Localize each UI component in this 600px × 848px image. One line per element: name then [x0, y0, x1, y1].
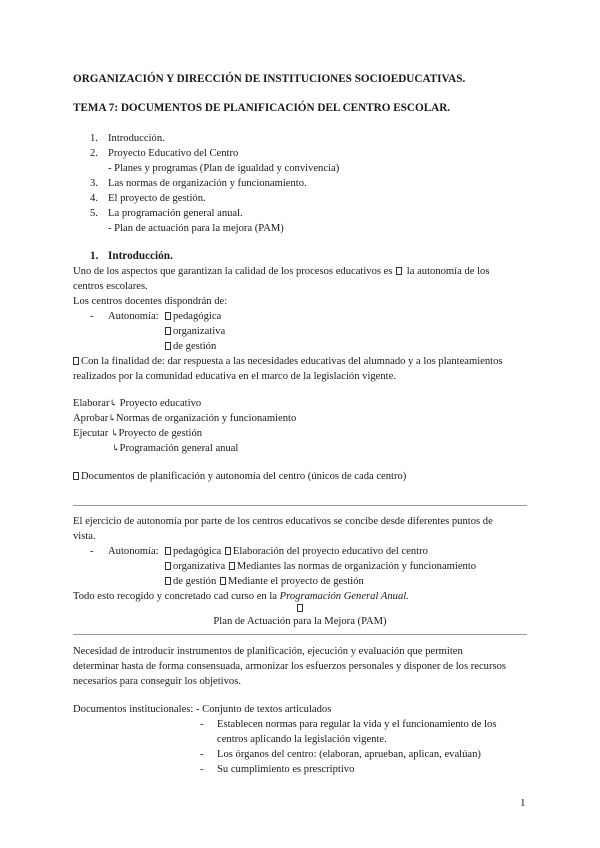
arrow-icon	[165, 562, 171, 570]
arrow-icon	[229, 562, 235, 570]
action-row: Ejecutar ↳Proyecto de gestión	[73, 428, 203, 439]
down-arrow-icon	[297, 604, 303, 612]
toc-item: La programación general anual.	[108, 208, 243, 219]
bullet-dash: -	[200, 719, 204, 730]
bullet-text: Establecen normas para regular la vida y el funcionamiento de los	[217, 719, 497, 730]
divider	[73, 505, 527, 506]
arrow-icon	[165, 577, 171, 585]
arrow-icon	[220, 577, 226, 585]
toc-subitem: - Plan de actuación para la mejora (PAM)	[108, 223, 284, 234]
divider	[73, 634, 527, 635]
paragraph-line: El ejercicio de autonomía por parte de los centros educativos se concibe desde diferentes puntos de	[73, 516, 493, 527]
paragraph-line: Uno de los aspectos que garantizan la calidad de los procesos educativos es la autonomía de los	[73, 266, 490, 277]
hook-arrow-icon: ↳	[108, 413, 116, 423]
arrow-icon	[165, 327, 171, 335]
action-row: ↳Programación general anual	[112, 443, 239, 454]
docs-label: Documentos institucionales: - Conjunto de textos articulados	[73, 704, 332, 715]
topic-title: TEMA 7: DOCUMENTOS DE PLANIFICACIÓN DEL CENTRO ESCOLAR.	[73, 102, 451, 114]
toc-num: 1.	[90, 133, 98, 144]
paragraph-line: determinar hasta de forma consensuada, armonizar los esfuerzos personales y disponer de los recursos	[73, 661, 507, 672]
bullet-dash: -	[200, 749, 204, 760]
bullet-dash: -	[90, 311, 94, 322]
bullet-text: Los órganos del centro: (elaboran, aprueban, aplican, evalúan)	[217, 749, 481, 760]
arrow-icon	[73, 357, 79, 365]
action-row: Aprobar↳Normas de organización y funcionamiento	[73, 413, 297, 424]
toc-num: 4.	[90, 193, 98, 204]
paragraph-line: Los centros docentes dispondrán de:	[73, 296, 228, 307]
paragraph-line: vista.	[73, 531, 96, 542]
arrow-icon	[165, 547, 171, 555]
toc-item: El proyecto de gestión.	[108, 193, 206, 204]
paragraph-line: Necesidad de introducir instrumentos de planificación, ejecución y evaluación que permiten	[73, 646, 463, 657]
summary-line: Todo esto recogido y concretado cad curso en la Programación General Anual.	[73, 591, 409, 602]
paragraph-line: necesarios para conseguir los objetivos.	[73, 676, 241, 687]
pga-emphasis: Programación General Anual.	[279, 591, 409, 602]
paragraph-line: Con la finalidad de: dar respuesta a las necesidades educativas del alumnado y a los planteamientos	[72, 354, 503, 369]
toc-num: 2.	[90, 148, 98, 159]
bullet-dash: -	[200, 764, 204, 775]
pam-title: Plan de Actuación para la Mejora (PAM)	[213, 616, 387, 627]
arrow-icon	[165, 312, 171, 320]
autonomia-label: Autonomía:	[108, 311, 159, 322]
docs-note: Documentos de planificación y autonomía del centro (únicos de cada centro)	[72, 469, 406, 484]
hook-arrow-icon: ↳	[109, 398, 118, 408]
arrow-icon	[73, 472, 79, 480]
paragraph-line: realizados por la comunidad educativa en el marco de la legislación vigente.	[73, 371, 396, 382]
section-number: 1.	[90, 250, 99, 262]
arrow-icon	[165, 342, 171, 350]
hook-arrow-icon: ↳	[110, 428, 119, 438]
arrow-icon	[225, 547, 231, 555]
autonomia-row: pedagógica Elaboración del proyecto educativo del centro	[164, 544, 428, 559]
autonomia-row: organizativa Mediantes las normas de organización y funcionamiento	[164, 559, 476, 574]
bullet-text: Su cumplimiento es prescriptivo	[217, 764, 355, 775]
toc-item: Las normas de organización y funcionamiento.	[108, 178, 307, 189]
action-row: Elaborar↳ Proyecto educativo	[73, 398, 202, 409]
section-heading: Introducción.	[108, 250, 173, 262]
autonomia-label: Autonomía:	[108, 546, 159, 557]
autonomia-row: de gestión Mediante el proyecto de gestión	[164, 574, 364, 589]
toc-item: Introducción.	[108, 133, 165, 144]
autonomia-item: organizativa	[164, 324, 225, 339]
hook-arrow-icon: ↳	[112, 443, 120, 453]
toc-num: 5.	[90, 208, 98, 219]
bullet-dash: -	[90, 546, 94, 557]
toc-subitem: - Planes y programas (Plan de igualdad y convivencia)	[108, 163, 340, 174]
arrow-icon	[396, 267, 402, 275]
toc-num: 3.	[90, 178, 98, 189]
bullet-text: centros aplicando la legislación vigente.	[217, 734, 387, 745]
autonomia-item: de gestión	[164, 339, 216, 354]
course-title: ORGANIZACIÓN Y DIRECCIÓN DE INSTITUCIONES SOCIOEDUCATIVAS.	[73, 73, 466, 85]
paragraph-line: centros escolares.	[73, 281, 148, 292]
toc-item: Proyecto Educativo del Centro	[108, 148, 239, 159]
page-number: 1	[520, 797, 526, 809]
autonomia-item: pedagógica	[164, 309, 221, 324]
